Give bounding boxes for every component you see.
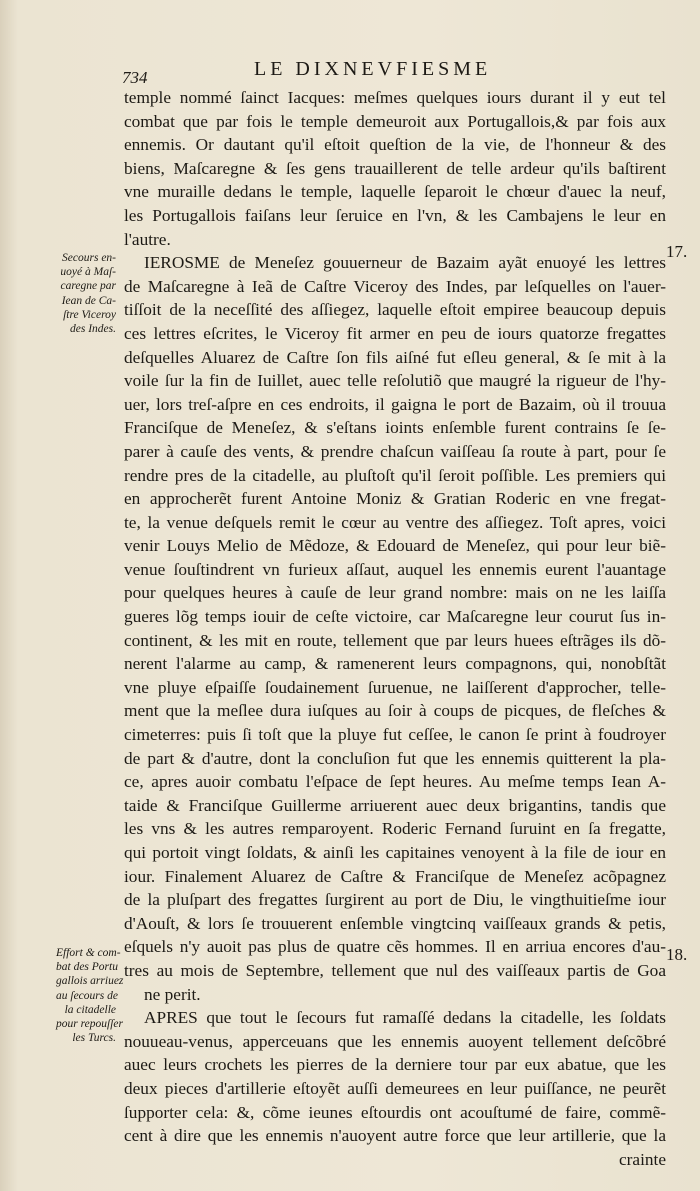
text-line: ce, apres auoir combatu l'eſpace de ſept heures. Au meſme temps Iean A- — [124, 772, 666, 792]
text-line: gueres lõg temps iouir de ceſte victoire, car Maſcaregne leur courut ſus in- — [124, 607, 666, 627]
margin-note-line: ſtre Viceroy — [63, 308, 116, 321]
main-text — [124, 86, 666, 1171]
text-line: pour quelques heures à cauſe de leur grand nombre: mais on ne les laiſſa — [124, 583, 666, 603]
text-line: tiſſoit de la neceſſité des aſſiegez, laquelle eſtoit empiree beaucoup depuis — [124, 300, 666, 320]
text-line: ne perit. — [144, 984, 201, 1004]
page-header — [118, 58, 678, 86]
text-line: les vns & les autres remparoyent. Roderic Fernand ſuruint en ſa fregatte, — [124, 819, 666, 839]
text-line: deſquelles Aluarez de Caſtre ſon fils aiſné fut eſleu general, & ſe mit à la — [124, 347, 666, 367]
section-number: 17. — [666, 242, 688, 261]
margin-note-line: bat des Portu — [56, 961, 118, 974]
text-line-section-start: IEROSME de Meneſez gouuerneur de Bazaim ayãt enuoyé les lettres — [144, 253, 666, 273]
page-number: 734 — [122, 68, 148, 87]
margin-note-line: pour repouſſer — [56, 1018, 123, 1031]
text-line: parer à cauſe des vents, & prendre chaſcun vaiſſeau ſa route à part, pour ſe — [124, 441, 666, 461]
text-line: ſupporter cela: &, cõme ieunes eſtourdis ont acouſtumé de faire, commẽ- — [124, 1102, 666, 1122]
running-title: LE DIXNEVFIESME — [254, 58, 492, 80]
text-line: vne muraille dedans le temple, laquelle ſeparoit le chœur d'auec la neuf, — [124, 182, 666, 202]
text-line: eſquels n'y auoit pas plus de quatre cẽs hommes. Il en arriua encores d'au- — [124, 937, 666, 957]
text-line: ces lettres eſcrites, le Viceroy fit armer en peu de iours quatorze fregattes — [124, 323, 666, 343]
text-line: tres au mois de Septembre, tellement que nul des vaiſſeaux partis de Goa — [124, 960, 666, 980]
text-line: d'Aouſt, & lors ſe trouuerent enſemble vingtcinq vaiſſeaux grands & petis, — [124, 913, 666, 933]
text-line: Franciſque de Meneſez, & s'eſtans ioints enſemble furent contrains ſe ſe- — [124, 418, 666, 438]
margin-note-secours — [56, 251, 116, 336]
margin-note-line: Iean de Ca- — [61, 294, 116, 307]
text-line: rendre pres de la citadelle, au pluſtoſt qu'il ſeroit poſſible. Les premiers qui — [124, 465, 666, 485]
margin-note-line: Effort & com- — [56, 947, 121, 959]
text-line: venir Louys Melio de Mẽdoze, & Edouard de Meneſez, qui pour leur biẽ- — [124, 536, 666, 556]
text-line-section-start: APRES que tout le ſecours fut ramaſſé dedans la citadelle, les ſoldats — [144, 1008, 666, 1028]
text-line: ment que la meſlee dura iuſques au ſoir à coups de picques, de fleſches & — [124, 701, 666, 721]
margin-note-line: caregne par — [60, 280, 116, 293]
text-line: te, la venue deſquels remit le cœur au ventre des aſſiegez. Toſt apres, voici — [124, 512, 666, 532]
margin-note-line: des Indes. — [70, 323, 116, 336]
text-line: combat que par fois le temple demeuroit aux Portugallois,& par fois aux — [124, 111, 666, 131]
margin-note-line: au ſecours de — [56, 989, 118, 1002]
text-line: ennemis. Or dautant qu'il eſtoit queſtion de la vie, de l'honneur & des — [124, 135, 666, 155]
text-line: cimeterres: puis ſi toſt que la pluye fut ceſſee, le canon ſe print à foudroyer — [124, 725, 666, 745]
catchword: crainte — [618, 1149, 666, 1169]
text-line: qui portoit vingt ſoldats, & ainſi les capitaines venoyent à la file de iour en — [124, 843, 666, 862]
margin-note-line: uoyé à Maſ- — [60, 266, 116, 279]
margin-note-line: Secours en- — [62, 252, 116, 264]
text-line: auec leurs crochets les pierres de la derniere tour par eux abatue, que les — [124, 1055, 666, 1075]
text-line: cent à dire que les ennemis n'auoyent autre force que leur artillerie, que la — [124, 1126, 666, 1146]
margin-note-line: gallois arriuez — [56, 975, 124, 988]
text-line: de la pluſpart des fregattes ſurgirent au port de Diu, le vingthuitieſme iour — [124, 890, 666, 910]
text-line: nouueau-venus, apperceuans que les ennemis auoyent tellement deſcõbré — [124, 1031, 666, 1051]
text-line: uer, lors treſ-aſpre en ces endroits, il gaigna le port de Bazaim, où il trouua — [124, 394, 666, 414]
text-line: de part & d'autre, dont la concluſion fut que les ennemis quitterent la pla- — [124, 748, 666, 768]
section-number: 18. — [666, 945, 688, 964]
text-line: l'autre. — [124, 229, 171, 249]
text-line: continent, & les mit en route, tellement que par leurs huees eſtrãges ils dõ- — [124, 630, 666, 650]
text-line: en approcherẽt furent Antoine Moniz & Gratian Roderic en vne fregat- — [124, 489, 666, 509]
text-line: iour. Finalement Aluarez de Caſtre & Franciſque de Meneſez acõpagnez — [124, 866, 666, 886]
margin-note-effort — [56, 946, 124, 1045]
text-line: taide & Franciſque Guillerme arriuerent auec deux brigantins, tandis que — [124, 795, 666, 815]
margin-note-line: la citadelle — [64, 1003, 116, 1016]
text-line: biens, Maſcaregne & ſes gens trauaillerent de telle ardeur qu'ils baſtirent — [124, 158, 666, 178]
text-line: voile ſur la fin de Iuillet, auec telle reſolutiõ que maugré la rigueur de l'hy- — [124, 371, 666, 391]
text-line: temple nommé ſainct Iacques: meſmes quelques iours durant il y eut tel — [124, 88, 666, 107]
text-line: vne pluye eſpaiſſe ſoudainement ſuruenue, ne laiſſerent d'approcher, telle- — [124, 677, 666, 697]
text-line: nerent l'alarme au camp, & ramenerent leurs compagnons, qui, nonobſtãt — [124, 654, 666, 674]
text-line: les Portugallois faiſans leur ſeruice en l'vn, & les Cambajens le leur en — [124, 205, 666, 225]
text-line: deux pieces d'artillerie eſtoyẽt auſſi demeurees en leur puiſſance, ne peurẽt — [124, 1078, 666, 1098]
margin-note-line: les Turcs. — [72, 1032, 116, 1045]
text-line: de Maſcaregne à Ieã de Caſtre Viceroy des Indes, par leſquelles on l'auer- — [124, 276, 666, 296]
text-line: venue ſouſtindrent vn furieux aſſaut, auquel les ennemis eurent l'auantage — [124, 559, 666, 579]
